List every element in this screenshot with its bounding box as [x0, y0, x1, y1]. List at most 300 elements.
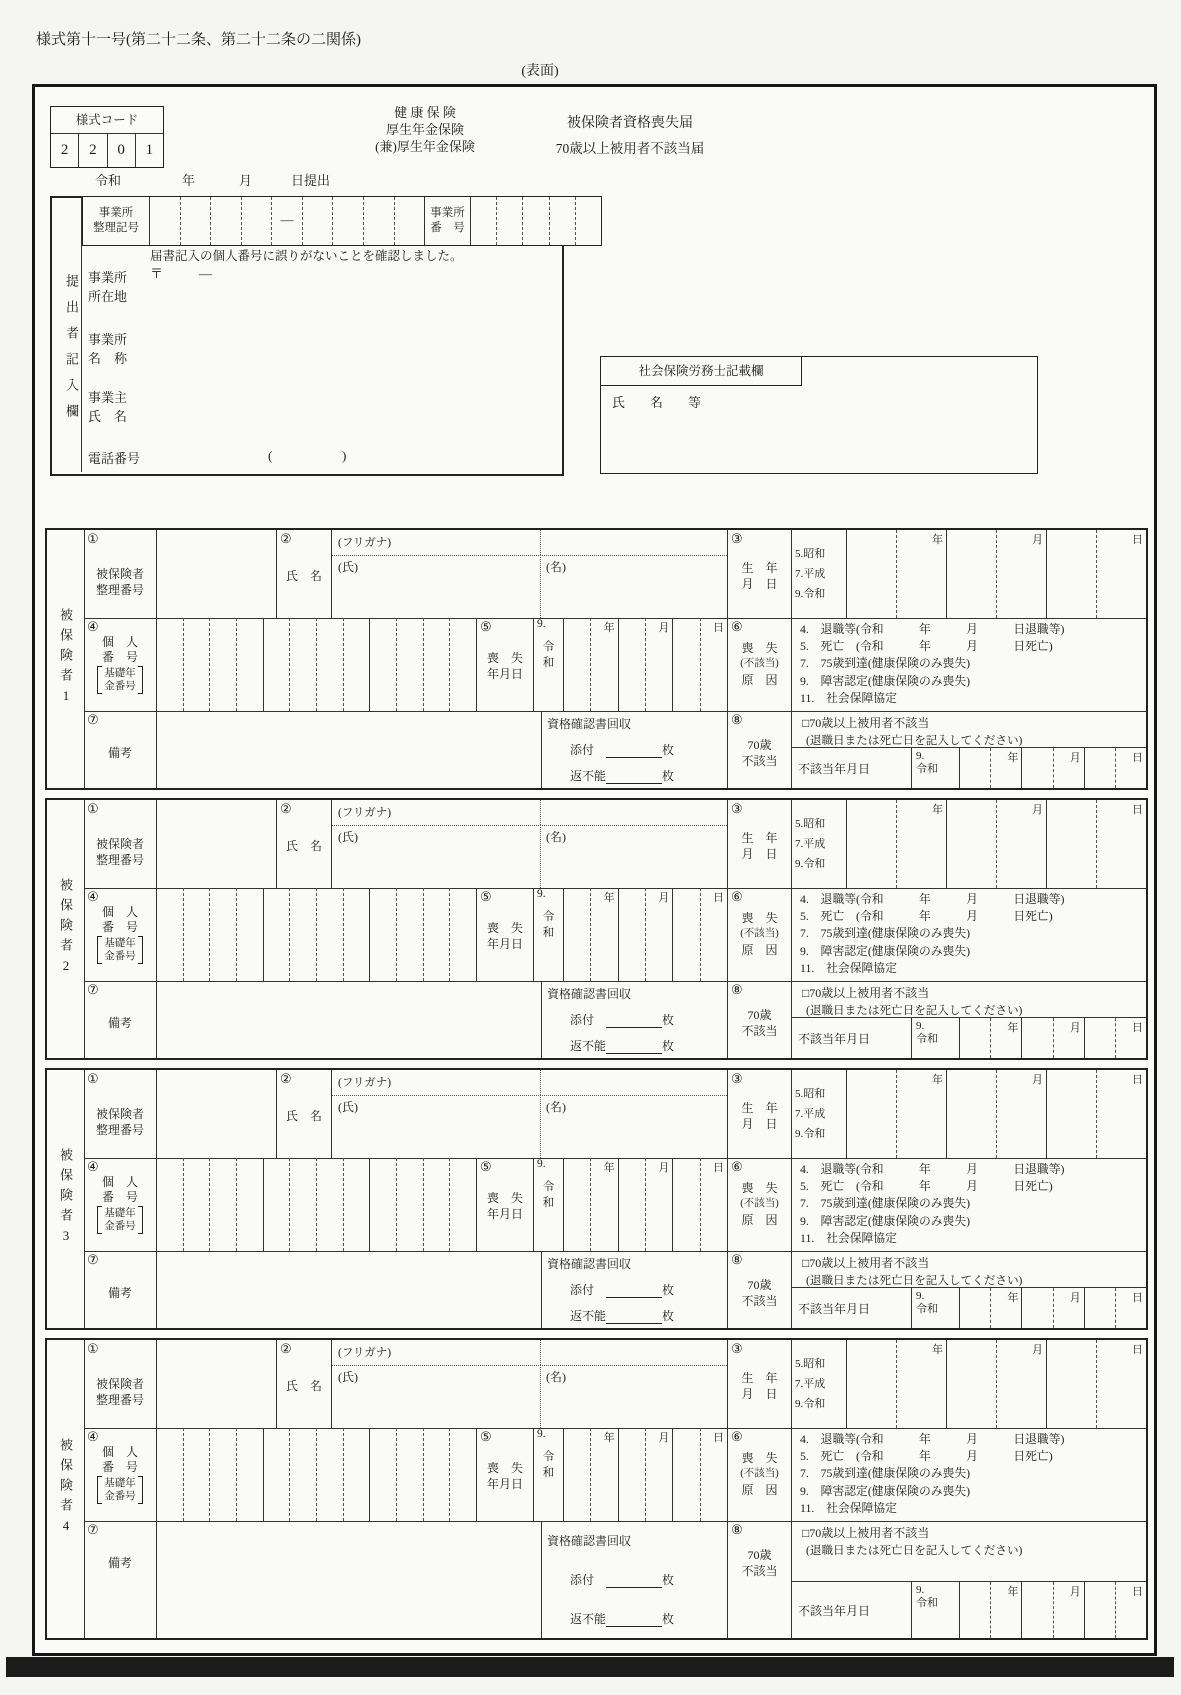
- reason-option[interactable]: 11. 社会保障協定: [800, 1500, 897, 1515]
- date-cell[interactable]: 年: [591, 1158, 618, 1251]
- birth-date-cells[interactable]: [847, 800, 1146, 888]
- office-number-cell[interactable]: [550, 197, 576, 245]
- date-cell[interactable]: [619, 1158, 646, 1251]
- pn-cell[interactable]: [344, 888, 371, 981]
- date-cell[interactable]: [1047, 530, 1097, 618]
- na-date-label: 不該当年月日: [792, 748, 912, 788]
- pn-cell[interactable]: [450, 1428, 476, 1521]
- attach-count-blank[interactable]: [606, 744, 662, 758]
- date-cell[interactable]: 日: [1132, 1292, 1144, 1304]
- date-cell[interactable]: 月: [997, 1340, 1047, 1428]
- date-cell[interactable]: 月: [646, 888, 673, 981]
- date-cell[interactable]: [564, 618, 591, 711]
- office-code-row: [82, 196, 602, 246]
- pn-cell[interactable]: [210, 618, 237, 711]
- reason-option[interactable]: 7. 75歳到達(健康保険のみ喪失): [800, 926, 971, 941]
- over70-checkbox-line[interactable]: □70歳以上被用者不該当: [802, 986, 930, 1000]
- furigana-label: (フリガナ): [338, 1077, 392, 1089]
- unreturnable-count-blank[interactable]: [606, 770, 662, 784]
- last-name-entry[interactable]: (氏): [332, 555, 541, 618]
- field6-label: ⑥ 喪 失 (不該当) 原 因: [728, 888, 792, 981]
- field5-label: ⑤ 喪 失 年月日: [477, 1428, 534, 1521]
- date-cell[interactable]: [564, 1428, 591, 1521]
- office-code-cell[interactable]: [303, 197, 334, 245]
- field2-label: ② 氏 名: [277, 1340, 332, 1428]
- pn-cell[interactable]: [184, 1158, 211, 1251]
- date-cell[interactable]: [960, 1288, 991, 1328]
- field1-label: ① 被保険者 整理番号: [84, 800, 157, 888]
- pn-cell[interactable]: [450, 1158, 476, 1251]
- phone-paren-open: (: [268, 448, 273, 463]
- attach-count-blank[interactable]: [606, 1284, 662, 1298]
- date-cell[interactable]: [1022, 1288, 1053, 1328]
- personal-number-cells[interactable]: [157, 618, 477, 711]
- date-cell[interactable]: 日: [1132, 752, 1144, 764]
- date-cell[interactable]: 年: [991, 1018, 1022, 1058]
- insured-number: 4: [58, 1518, 74, 1540]
- reason-option[interactable]: 4. 退職等(令和 年 月 日退職等): [800, 1162, 1065, 1176]
- pn-cell[interactable]: [237, 1158, 264, 1251]
- remarks-entry[interactable]: [157, 1251, 542, 1328]
- form-code-digit: 1: [145, 142, 154, 158]
- pn-cell[interactable]: [424, 888, 451, 981]
- date-cell[interactable]: 月: [1054, 1582, 1085, 1638]
- na-date-cells[interactable]: [960, 748, 1146, 788]
- insurance-type-lines: [345, 104, 505, 155]
- submit-era-label: 令和: [95, 173, 122, 188]
- over70-area: [792, 1521, 1146, 1638]
- reason-option[interactable]: 9. 障害認定(健康保険のみ喪失): [800, 673, 971, 688]
- pn-cell[interactable]: [210, 1428, 237, 1521]
- loss-reason-options[interactable]: [792, 1158, 1146, 1251]
- field3-label: ③ 生 年 月 日: [728, 1340, 792, 1428]
- reason-option[interactable]: 9. 障害認定(健康保険のみ喪失): [800, 1483, 971, 1498]
- over70-checkbox-line[interactable]: □70歳以上被用者不該当: [802, 716, 930, 730]
- loss-reason-options[interactable]: [792, 1428, 1146, 1521]
- reason-option[interactable]: 7. 75歳到達(健康保険のみ喪失): [800, 1466, 971, 1481]
- date-cell[interactable]: 月: [997, 800, 1047, 888]
- loss-date-cells[interactable]: [564, 888, 728, 981]
- personal-number-cells[interactable]: [157, 888, 477, 981]
- form-title-line1: 被保険者資格喪失届: [567, 116, 693, 131]
- name-entry-area[interactable]: [332, 1070, 728, 1158]
- reason-option[interactable]: 11. 社会保障協定: [800, 1230, 897, 1245]
- date-cell[interactable]: 月: [1054, 748, 1085, 788]
- reason-option[interactable]: 9. 障害認定(健康保険のみ喪失): [800, 943, 971, 958]
- date-cell[interactable]: 年: [591, 1428, 618, 1521]
- field4-label: ④ 個 人 番 号 基礎年 金番号: [84, 888, 157, 981]
- pn-cell[interactable]: [210, 888, 237, 981]
- office-code-cell[interactable]: [211, 197, 242, 245]
- basic-pension-bracket: 基礎年 金番号: [84, 1206, 156, 1234]
- last-name-entry[interactable]: (氏): [332, 1365, 541, 1428]
- na-date-label: 不該当年月日: [792, 1582, 912, 1638]
- office-code-cell[interactable]: [333, 197, 364, 245]
- basic-pension-bracket: 基礎年 金番号: [84, 666, 156, 694]
- pn-cell[interactable]: [157, 1428, 184, 1521]
- furigana-row[interactable]: [332, 800, 727, 826]
- pn-cell[interactable]: [264, 618, 291, 711]
- field8-label: ⑧ 70歳 不該当: [728, 1521, 792, 1638]
- date-cell[interactable]: 日: [1132, 1586, 1144, 1598]
- pn-cell[interactable]: [317, 888, 344, 981]
- date-cell[interactable]: 年: [591, 888, 618, 981]
- date-cell[interactable]: [1022, 1018, 1053, 1058]
- field6-label: ⑥ 喪 失 (不該当) 原 因: [728, 618, 792, 711]
- date-cell[interactable]: 年: [991, 748, 1022, 788]
- na-era-label: 9. 令和: [912, 748, 960, 788]
- reason-option[interactable]: 7. 75歳到達(健康保険のみ喪失): [800, 656, 971, 671]
- remarks-entry[interactable]: [157, 981, 542, 1058]
- birth-era-options[interactable]: 5.昭和 7.平成 9.令和: [792, 1070, 847, 1158]
- scan-bottom-bar: [6, 1657, 1174, 1677]
- date-cell[interactable]: [619, 1428, 646, 1521]
- submit-year-label: 年: [182, 173, 196, 188]
- date-cell[interactable]: [947, 1340, 997, 1428]
- date-cell[interactable]: 日: [1132, 1022, 1144, 1034]
- reason-option[interactable]: 11. 社会保障協定: [800, 690, 897, 705]
- unreturnable-count-blank[interactable]: [606, 1310, 662, 1324]
- reason-option[interactable]: 4. 退職等(令和 年 月 日退職等): [800, 892, 1065, 906]
- date-cell[interactable]: [564, 1158, 591, 1251]
- na-date-cells[interactable]: [960, 1288, 1146, 1328]
- date-cell[interactable]: [960, 1582, 991, 1638]
- pn-cell[interactable]: [424, 618, 451, 711]
- field4-label: ④ 個 人 番 号 基礎年 金番号: [84, 1158, 157, 1251]
- pn-cell[interactable]: [397, 618, 424, 711]
- date-cell[interactable]: 月: [646, 1158, 673, 1251]
- insured-number: 2: [58, 958, 74, 980]
- form-code-label: 様式コード: [51, 107, 163, 134]
- pn-cell[interactable]: [184, 888, 211, 981]
- certificate-collection: 資格確認書回収 添付 枚 返不能 枚: [542, 981, 728, 1058]
- date-cell[interactable]: [619, 888, 646, 981]
- field1-label: ① 被保険者 整理番号: [84, 1070, 157, 1158]
- pn-cell[interactable]: [184, 1428, 211, 1521]
- birth-date-cells[interactable]: [847, 1340, 1146, 1428]
- personal-number-cells[interactable]: [157, 1428, 477, 1521]
- reason-option[interactable]: 9. 障害認定(健康保険のみ喪失): [800, 1213, 971, 1228]
- date-cell[interactable]: [1022, 748, 1053, 788]
- date-cell[interactable]: [1047, 1340, 1097, 1428]
- reason-option[interactable]: 5. 死亡 (令和 年 月 日死亡): [800, 909, 1053, 924]
- na-date-row: [792, 1581, 1146, 1638]
- insured-number: 1: [58, 688, 74, 710]
- date-cell[interactable]: [564, 888, 591, 981]
- loss-era-label: 9. 令 和: [534, 888, 564, 981]
- form-code-digits: [51, 134, 163, 167]
- basic-pension-bracket: 基礎年 金番号: [84, 936, 156, 964]
- date-cell[interactable]: [847, 800, 897, 888]
- remarks-entry[interactable]: [157, 1521, 542, 1638]
- date-cell[interactable]: 日: [1132, 1074, 1143, 1086]
- field3-label: ③ 生 年 月 日: [728, 1070, 792, 1158]
- pn-cell[interactable]: [264, 1158, 291, 1251]
- phone-paren-close: ): [342, 448, 347, 463]
- pn-cell[interactable]: [237, 888, 264, 981]
- date-cell[interactable]: 月: [646, 618, 673, 711]
- certificate-collection: 資格確認書回収 添付 枚 返不能 枚: [542, 1251, 728, 1328]
- pn-cell[interactable]: [397, 1158, 424, 1251]
- date-cell[interactable]: [619, 618, 646, 711]
- pn-cell[interactable]: [370, 1428, 397, 1521]
- field2-label: ② 氏 名: [277, 1070, 332, 1158]
- date-cell[interactable]: 日: [1132, 534, 1143, 546]
- date-cell[interactable]: 年: [991, 1288, 1022, 1328]
- field7-label: ⑦ 備考: [84, 711, 157, 788]
- date-cell[interactable]: [947, 530, 997, 618]
- office-number-cell[interactable]: [497, 197, 523, 245]
- reason-option[interactable]: 5. 死亡 (令和 年 月 日死亡): [800, 1449, 1053, 1464]
- field3-label: ③ 生 年 月 日: [728, 530, 792, 618]
- date-cell[interactable]: 年: [591, 618, 618, 711]
- field8-label: ⑧ 70歳 不該当: [728, 981, 792, 1058]
- field7-label: ⑦ 備考: [84, 1251, 157, 1328]
- date-cell[interactable]: 月: [997, 1070, 1047, 1158]
- pn-cell[interactable]: [424, 1428, 451, 1521]
- last-name-entry[interactable]: (氏): [332, 1095, 541, 1158]
- date-cell[interactable]: 日: [1132, 1344, 1143, 1356]
- date-cell[interactable]: [947, 800, 997, 888]
- phone-label: 電話番号: [88, 451, 141, 466]
- mynumber-confirm-text: 届書記入の個人番号に誤りがないことを確認しました。: [150, 249, 463, 263]
- office-code-cell[interactable]: [364, 197, 395, 245]
- pn-cell[interactable]: [237, 1428, 264, 1521]
- date-cell[interactable]: [673, 618, 700, 711]
- field6-label: ⑥ 喪 失 (不該当) 原 因: [728, 1428, 792, 1521]
- date-cell[interactable]: 月: [646, 1428, 673, 1521]
- first-name-entry[interactable]: (名): [546, 560, 566, 574]
- insured-section-strip: 被保険者 4: [47, 1340, 85, 1638]
- office-number-cell[interactable]: [523, 197, 549, 245]
- date-cell[interactable]: 月: [997, 530, 1047, 618]
- pn-cell[interactable]: [264, 888, 291, 981]
- reason-option[interactable]: 5. 死亡 (令和 年 月 日死亡): [800, 1179, 1053, 1194]
- reason-option[interactable]: 4. 退職等(令和 年 月 日退職等): [800, 1432, 1065, 1446]
- date-cell[interactable]: [1047, 800, 1097, 888]
- submit-month-label: 月: [239, 173, 253, 188]
- pn-cell[interactable]: [370, 1158, 397, 1251]
- insured-number-entry[interactable]: [157, 1340, 277, 1428]
- form-title: [515, 112, 745, 157]
- office-number-cell[interactable]: [471, 197, 497, 245]
- date-cell[interactable]: [847, 1340, 897, 1428]
- na-date-cells[interactable]: [960, 1018, 1146, 1058]
- date-cell[interactable]: [847, 1070, 897, 1158]
- date-cell[interactable]: [1085, 748, 1116, 788]
- pn-cell[interactable]: [397, 888, 424, 981]
- furigana-row[interactable]: [332, 1340, 727, 1366]
- date-cell[interactable]: [1085, 1018, 1116, 1058]
- office-number-cell[interactable]: [576, 197, 601, 245]
- insured-number-entry[interactable]: [157, 1070, 277, 1158]
- furigana-label: (フリガナ): [338, 807, 392, 819]
- over70-checkbox-line[interactable]: □70歳以上被用者不該当: [802, 1256, 930, 1270]
- date-cell[interactable]: [960, 1018, 991, 1058]
- pn-cell[interactable]: [317, 1158, 344, 1251]
- pn-cell[interactable]: [290, 618, 317, 711]
- insured-section-strip: 被保険者 2: [47, 800, 85, 1058]
- date-cell[interactable]: [673, 1158, 700, 1251]
- form-code-digit: 0: [108, 134, 136, 167]
- pn-cell[interactable]: [424, 1158, 451, 1251]
- pn-cell[interactable]: [344, 618, 371, 711]
- owner-name-label: 事業主 氏 名: [88, 390, 128, 424]
- field5-label: ⑤ 喪 失 年月日: [477, 1158, 534, 1251]
- form-title-line2: 70歳以上被用者不該当届: [555, 141, 705, 156]
- remarks-entry[interactable]: [157, 711, 542, 788]
- office-code-cell[interactable]: [395, 197, 425, 245]
- date-cell[interactable]: 日: [712, 1432, 724, 1444]
- date-cell[interactable]: 日: [712, 622, 724, 634]
- date-cell[interactable]: 年: [991, 1582, 1022, 1638]
- date-cell[interactable]: 月: [1054, 1288, 1085, 1328]
- insured-number: 3: [58, 1228, 74, 1250]
- field8-label: ⑧ 70歳 不該当: [728, 1251, 792, 1328]
- office-number-cells[interactable]: [471, 197, 601, 245]
- birth-date-cells[interactable]: [847, 530, 1146, 618]
- pn-cell[interactable]: [157, 1158, 184, 1251]
- pn-cell[interactable]: [317, 1428, 344, 1521]
- pn-cell[interactable]: [157, 888, 184, 981]
- name-entry-area[interactable]: [332, 800, 728, 888]
- field7-label: ⑦ 備考: [84, 1521, 157, 1638]
- furigana-row[interactable]: [332, 530, 727, 556]
- over70-note: (退職日または死亡日を記入してください): [806, 1544, 1023, 1557]
- birth-era-options[interactable]: 5.昭和 7.平成 9.令和: [792, 530, 847, 618]
- na-date-label: 不該当年月日: [792, 1288, 912, 1328]
- pn-cell[interactable]: [290, 1158, 317, 1251]
- date-cell[interactable]: [1085, 1582, 1116, 1638]
- field6-label: ⑥ 喪 失 (不該当) 原 因: [728, 1158, 792, 1251]
- date-cell[interactable]: [847, 530, 897, 618]
- date-cell[interactable]: 年: [897, 1340, 947, 1428]
- name-entry-area[interactable]: [332, 1340, 728, 1428]
- loss-reason-options[interactable]: [792, 888, 1146, 981]
- certificate-collection: 資格確認書回収 添付 枚 返不能 枚: [542, 711, 728, 788]
- first-name-entry[interactable]: (名): [546, 1100, 566, 1114]
- unreturnable-count-blank[interactable]: [606, 1040, 662, 1054]
- submitter-strip-label: 提出者記入欄: [50, 196, 82, 472]
- reason-option[interactable]: 5. 死亡 (令和 年 月 日死亡): [800, 639, 1053, 654]
- pn-cell[interactable]: [370, 618, 397, 711]
- date-cell[interactable]: 年: [897, 1070, 947, 1158]
- insured-section-strip: 被保険者 3: [47, 1070, 85, 1328]
- birth-era-options[interactable]: 5.昭和 7.平成 9.令和: [792, 1340, 847, 1428]
- pn-cell[interactable]: [397, 1428, 424, 1521]
- over70-note: (退職日または死亡日を記入してください): [806, 1274, 1023, 1287]
- birth-date-cells[interactable]: [847, 1070, 1146, 1158]
- office-name-label: 事業所 名 称: [88, 332, 128, 366]
- date-cell[interactable]: [1085, 1288, 1116, 1328]
- insured-section-strip: 被保険者 1: [47, 530, 85, 788]
- insured-number-entry[interactable]: [157, 530, 277, 618]
- date-cell[interactable]: [947, 1070, 997, 1158]
- side-label: (表面): [521, 64, 559, 79]
- loss-date-cells[interactable]: [564, 618, 728, 711]
- first-name-entry[interactable]: (名): [546, 1370, 566, 1384]
- attach-count-blank[interactable]: [606, 1574, 662, 1588]
- pn-cell[interactable]: [184, 618, 211, 711]
- postal-mark: 〒 ―: [150, 266, 213, 281]
- pn-cell[interactable]: [290, 1428, 317, 1521]
- loss-date-cells[interactable]: [564, 1428, 728, 1521]
- pn-cell[interactable]: [344, 1428, 371, 1521]
- pn-cell[interactable]: [157, 618, 184, 711]
- reason-option[interactable]: 11. 社会保障協定: [800, 960, 897, 975]
- loss-reason-options[interactable]: [792, 618, 1146, 711]
- last-name-entry[interactable]: (氏): [332, 825, 541, 888]
- over70-note: (退職日または死亡日を記入してください): [806, 1004, 1023, 1017]
- attach-count-blank[interactable]: [606, 1014, 662, 1028]
- insured-section: [45, 1068, 1148, 1330]
- pn-cell[interactable]: [370, 888, 397, 981]
- office-code-cells[interactable]: [150, 197, 425, 245]
- field5-label: ⑤ 喪 失 年月日: [477, 888, 534, 981]
- pn-cell[interactable]: [210, 1158, 237, 1251]
- insured-section: [45, 798, 1148, 1060]
- date-cell[interactable]: [1047, 1070, 1097, 1158]
- field4-label: ④ 個 人 番 号 基礎年 金番号: [84, 618, 157, 711]
- sr-clerk-title: 社会保険労務士記載欄: [600, 356, 802, 386]
- reason-option[interactable]: 4. 退職等(令和 年 月 日退職等): [800, 622, 1065, 636]
- personal-number-cells[interactable]: [157, 1158, 477, 1251]
- furigana-row[interactable]: [332, 1070, 727, 1096]
- phone-row: [88, 448, 508, 467]
- office-code-cell[interactable]: [150, 197, 181, 245]
- insured-number-entry[interactable]: [157, 800, 277, 888]
- office-code-cell[interactable]: [242, 197, 273, 245]
- date-cell[interactable]: 年: [897, 530, 947, 618]
- first-name-entry[interactable]: (名): [546, 830, 566, 844]
- name-entry-area[interactable]: [332, 530, 728, 618]
- date-cell[interactable]: [960, 748, 991, 788]
- reason-option[interactable]: 7. 75歳到達(健康保険のみ喪失): [800, 1196, 971, 1211]
- pn-cell[interactable]: [344, 1158, 371, 1251]
- unreturnable-count-blank[interactable]: [606, 1613, 662, 1627]
- form-number-heading: 様式第十一号(第二十二条、第二十二条の二関係): [36, 32, 361, 48]
- field7-label: ⑦ 備考: [84, 981, 157, 1058]
- pn-cell[interactable]: [450, 618, 476, 711]
- loss-date-cells[interactable]: [564, 1158, 728, 1251]
- date-cell[interactable]: [1022, 1582, 1053, 1638]
- over70-area: [792, 981, 1146, 1058]
- field3-label: ③ 生 年 月 日: [728, 800, 792, 888]
- over70-note: (退職日または死亡日を記入してください): [806, 734, 1023, 747]
- date-cell[interactable]: 日: [712, 1162, 724, 1174]
- office-code-cell[interactable]: [181, 197, 212, 245]
- date-cell[interactable]: 年: [897, 800, 947, 888]
- date-cell[interactable]: 月: [1054, 1018, 1085, 1058]
- pn-cell[interactable]: [264, 1428, 291, 1521]
- date-cell[interactable]: [673, 888, 700, 981]
- pn-cell[interactable]: [317, 618, 344, 711]
- na-date-cells[interactable]: [960, 1582, 1146, 1638]
- loss-era-label: 9. 令 和: [534, 1428, 564, 1521]
- pn-cell[interactable]: [290, 888, 317, 981]
- date-cell[interactable]: [673, 1428, 700, 1521]
- na-era-label: 9. 令和: [912, 1582, 960, 1638]
- pn-cell[interactable]: [450, 888, 476, 981]
- birth-era-options[interactable]: 5.昭和 7.平成 9.令和: [792, 800, 847, 888]
- office-code-label: 事業所 整理記号: [83, 197, 150, 245]
- field4-label: ④ 個 人 番 号 基礎年 金番号: [84, 1428, 157, 1521]
- date-cell[interactable]: 日: [712, 892, 724, 904]
- over70-checkbox-line[interactable]: □70歳以上被用者不該当: [802, 1526, 930, 1540]
- field2-label: ② 氏 名: [277, 800, 332, 888]
- pn-cell[interactable]: [237, 618, 264, 711]
- date-cell[interactable]: 日: [1132, 804, 1143, 816]
